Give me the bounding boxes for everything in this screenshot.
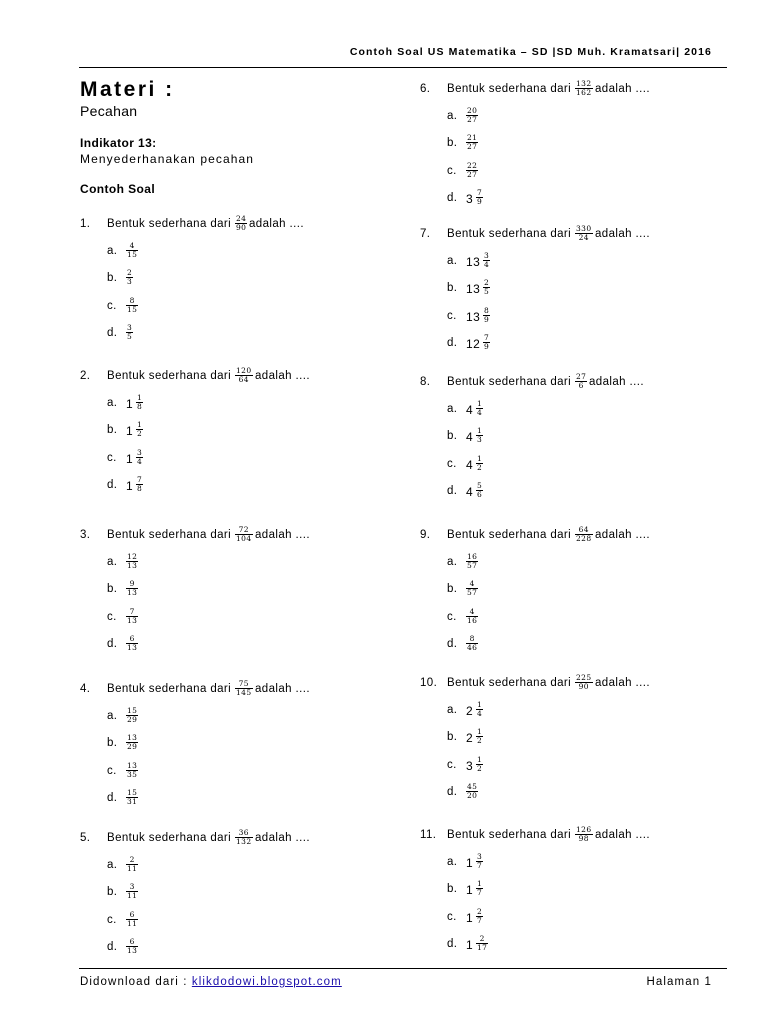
fraction-numerator: 72 <box>238 525 249 534</box>
fraction-denominator: 9 <box>484 342 490 351</box>
fraction-numerator: 45 <box>467 782 478 791</box>
question-tail: adalah .... <box>595 529 650 541</box>
fraction-numerator: 21 <box>467 133 478 142</box>
option-fraction <box>136 449 143 466</box>
fraction-numerator: 2 <box>127 268 133 277</box>
option-fraction <box>136 394 143 411</box>
option-letter: d. <box>447 337 458 349</box>
fraction-numerator: 3 <box>477 852 483 861</box>
fraction-numerator: 2 <box>484 278 490 287</box>
option-fraction <box>466 553 478 570</box>
footer-link[interactable]: klikdodowi.blogspot.com <box>191 976 342 988</box>
option-letter: b. <box>447 731 458 743</box>
question-text: Bentuk sederhana dari <box>447 529 572 541</box>
question-text: Bentuk sederhana dari <box>107 683 232 695</box>
question-number: 9. <box>420 529 431 541</box>
fraction-denominator: 16 <box>467 616 478 625</box>
option-letter: c. <box>107 452 117 464</box>
option-whole-number: 1 <box>466 883 474 897</box>
fraction-numerator: 7 <box>129 607 135 616</box>
fraction-numerator: 1 <box>477 700 483 709</box>
question-text: Bentuk sederhana dari <box>107 832 232 844</box>
fraction-denominator: 20 <box>467 791 478 800</box>
question-tail: adalah .... <box>249 218 304 230</box>
fraction-denominator: 90 <box>578 682 589 691</box>
option-whole-number: 12 <box>466 337 481 351</box>
fraction-numerator: 22 <box>467 161 478 170</box>
option-letter: b. <box>107 583 118 595</box>
option-whole-number: 13 <box>466 282 481 296</box>
fraction-denominator: 5 <box>484 287 490 296</box>
option-whole-number: 1 <box>466 911 474 925</box>
fraction-denominator: 132 <box>236 837 252 846</box>
fraction-denominator: 24 <box>578 233 589 242</box>
option-fraction <box>483 252 490 269</box>
footer-prefix: Didownload dari : <box>80 976 188 988</box>
question-text: Bentuk sederhana dari <box>107 370 232 382</box>
option-letter: c. <box>447 759 457 771</box>
materi-subtitle: Pecahan <box>80 103 138 119</box>
fraction-denominator: 2 <box>477 736 483 745</box>
fraction-numerator: 1 <box>477 454 483 463</box>
option-letter: b. <box>447 883 458 895</box>
fraction-denominator: 228 <box>576 534 592 543</box>
fraction-denominator: 13 <box>127 643 138 652</box>
fraction-denominator: 15 <box>127 250 138 259</box>
question-text: Bentuk sederhana dari <box>447 829 572 841</box>
question-fraction <box>235 829 253 846</box>
question-text: Bentuk sederhana dari <box>447 83 572 95</box>
option-fraction <box>466 134 478 151</box>
fraction-denominator: 13 <box>127 616 138 625</box>
question-fraction <box>575 674 593 691</box>
option-letter: c. <box>447 458 457 470</box>
option-fraction <box>136 476 143 493</box>
fraction-numerator: 3 <box>484 251 490 260</box>
fraction-denominator: 4 <box>484 260 490 269</box>
fraction-denominator: 145 <box>236 688 252 697</box>
fraction-denominator: 57 <box>467 561 478 570</box>
option-whole-number: 4 <box>466 430 474 444</box>
question-tail: adalah .... <box>595 829 650 841</box>
fraction-denominator: 13 <box>127 946 138 955</box>
question-number: 11. <box>420 829 437 841</box>
question-fraction <box>575 225 593 242</box>
option-letter: a. <box>447 856 458 868</box>
fraction-denominator: 11 <box>127 864 138 873</box>
question-number: 10. <box>420 677 438 689</box>
option-fraction <box>483 307 490 324</box>
fraction-numerator: 1 <box>477 426 483 435</box>
fraction-numerator: 2 <box>129 855 135 864</box>
option-letter: b. <box>447 282 458 294</box>
fraction-numerator: 75 <box>238 679 249 688</box>
option-whole-number: 1 <box>126 397 134 411</box>
question-fraction <box>575 826 593 843</box>
fraction-denominator: 104 <box>236 534 252 543</box>
footer-divider <box>79 968 727 969</box>
option-letter: b. <box>107 737 118 749</box>
question-number: 7. <box>420 228 431 240</box>
option-fraction <box>126 762 138 779</box>
fraction-numerator: 4 <box>469 579 475 588</box>
question-tail: adalah .... <box>255 529 310 541</box>
option-letter: d. <box>107 327 118 339</box>
fraction-denominator: 11 <box>127 919 138 928</box>
indikator-title: Indikator 13: <box>80 136 157 150</box>
option-fraction <box>476 400 483 417</box>
fraction-denominator: 3 <box>127 277 133 286</box>
fraction-denominator: 57 <box>467 588 478 597</box>
question-text: Bentuk sederhana dari <box>447 677 572 689</box>
option-letter: c. <box>107 300 117 312</box>
option-letter: a. <box>447 110 458 122</box>
fraction-numerator: 5 <box>477 481 483 490</box>
option-whole-number: 13 <box>466 310 481 324</box>
fraction-numerator: 132 <box>576 79 592 88</box>
option-whole-number: 4 <box>466 485 474 499</box>
option-fraction <box>126 608 138 625</box>
question-fraction <box>235 526 253 543</box>
fraction-denominator: 6 <box>477 490 483 499</box>
fraction-numerator: 330 <box>576 224 592 233</box>
fraction-numerator: 16 <box>467 552 478 561</box>
question-number: 1. <box>80 218 91 230</box>
option-letter: b. <box>107 424 118 436</box>
fraction-numerator: 1 <box>477 755 483 764</box>
option-fraction <box>126 580 138 597</box>
question-tail: adalah .... <box>595 83 650 95</box>
question-text: Bentuk sederhana dari <box>447 376 572 388</box>
option-whole-number: 1 <box>126 452 134 466</box>
option-whole-number: 1 <box>126 424 134 438</box>
question-text: Bentuk sederhana dari <box>107 529 232 541</box>
option-fraction <box>126 911 138 928</box>
fraction-denominator: 9 <box>484 315 490 324</box>
option-fraction <box>476 189 483 206</box>
fraction-numerator: 4 <box>469 607 475 616</box>
fraction-denominator: 90 <box>236 223 247 232</box>
fraction-denominator: 162 <box>576 88 592 97</box>
option-letter: d. <box>447 938 458 950</box>
option-letter: b. <box>107 272 118 284</box>
fraction-denominator: 13 <box>127 588 138 597</box>
option-fraction <box>126 938 138 955</box>
page-number: Halaman 1 <box>646 976 712 988</box>
option-fraction <box>476 427 483 444</box>
option-fraction <box>483 334 490 351</box>
option-whole-number: 4 <box>466 458 474 472</box>
option-fraction <box>136 421 143 438</box>
fraction-numerator: 1 <box>477 879 483 888</box>
fraction-denominator: 2 <box>137 429 143 438</box>
question-number: 6. <box>420 83 431 95</box>
fraction-numerator: 3 <box>127 323 133 332</box>
option-fraction <box>126 856 138 873</box>
option-fraction <box>476 908 483 925</box>
option-letter: a. <box>107 556 118 568</box>
fraction-numerator: 20 <box>467 106 478 115</box>
fraction-numerator: 4 <box>129 241 135 250</box>
question-number: 4. <box>80 683 91 695</box>
option-letter: c. <box>447 165 457 177</box>
option-fraction <box>476 455 483 472</box>
option-letter: d. <box>447 192 458 204</box>
fraction-numerator: 225 <box>576 673 592 682</box>
fraction-denominator: 2 <box>477 463 483 472</box>
fraction-denominator: 6 <box>578 381 584 390</box>
option-fraction <box>476 701 483 718</box>
option-fraction <box>126 734 138 751</box>
fraction-denominator: 2 <box>477 764 483 773</box>
option-whole-number: 3 <box>466 759 474 773</box>
option-fraction <box>126 242 138 259</box>
fraction-numerator: 1 <box>137 393 143 402</box>
option-letter: d. <box>107 638 118 650</box>
fraction-numerator: 7 <box>477 188 483 197</box>
option-whole-number: 13 <box>466 255 481 269</box>
option-fraction <box>466 608 478 625</box>
option-letter: d. <box>447 485 458 497</box>
fraction-numerator: 15 <box>127 706 138 715</box>
question-fraction <box>235 367 253 384</box>
footer-source <box>80 976 342 988</box>
fraction-denominator: 4 <box>137 457 143 466</box>
fraction-numerator: 12 <box>127 552 138 561</box>
fraction-numerator: 8 <box>469 634 475 643</box>
fraction-numerator: 24 <box>236 214 247 223</box>
fraction-numerator: 120 <box>236 366 252 375</box>
option-letter: a. <box>447 403 458 415</box>
option-fraction <box>126 635 138 652</box>
question-number: 5. <box>80 832 91 844</box>
fraction-denominator: 7 <box>477 888 483 897</box>
option-letter: d. <box>107 792 118 804</box>
fraction-denominator: 35 <box>127 770 138 779</box>
fraction-denominator: 29 <box>127 742 138 751</box>
option-letter: a. <box>447 255 458 267</box>
fraction-numerator: 27 <box>576 372 587 381</box>
question-tail: adalah .... <box>595 228 650 240</box>
option-letter: d. <box>447 786 458 798</box>
option-fraction <box>466 162 478 179</box>
fraction-denominator: 15 <box>127 305 138 314</box>
fraction-denominator: 7 <box>477 861 483 870</box>
option-whole-number: 2 <box>466 704 474 718</box>
option-whole-number: 4 <box>466 403 474 417</box>
fraction-denominator: 27 <box>467 170 478 179</box>
option-fraction <box>126 883 138 900</box>
option-fraction <box>126 269 133 286</box>
option-letter: d. <box>107 941 118 953</box>
fraction-numerator: 2 <box>477 907 483 916</box>
option-fraction <box>476 482 483 499</box>
fraction-numerator: 1 <box>477 727 483 736</box>
option-letter: d. <box>447 638 458 650</box>
option-letter: c. <box>107 611 117 623</box>
fraction-denominator: 98 <box>578 834 589 843</box>
question-tail: adalah .... <box>589 376 644 388</box>
option-letter: a. <box>107 245 118 257</box>
fraction-numerator: 3 <box>129 882 135 891</box>
option-fraction <box>466 783 478 800</box>
option-letter: b. <box>447 137 458 149</box>
option-fraction <box>126 789 138 806</box>
option-letter: a. <box>107 859 118 871</box>
fraction-denominator: 13 <box>127 561 138 570</box>
materi-title: Materi : <box>80 78 175 101</box>
indikator-text: Menyederhanakan pecahan <box>80 152 255 166</box>
question-tail: adalah .... <box>255 370 310 382</box>
option-letter: b. <box>447 583 458 595</box>
question-fraction <box>575 80 593 97</box>
page-header: Contoh Soal US Matematika – SD |SD Muh. Kramatsari| 2016 <box>349 46 712 58</box>
question-fraction <box>575 373 587 390</box>
option-whole-number: 3 <box>466 192 474 206</box>
fraction-denominator: 11 <box>127 891 138 900</box>
fraction-numerator: 15 <box>127 788 138 797</box>
option-letter: b. <box>107 886 118 898</box>
fraction-numerator: 7 <box>484 333 490 342</box>
option-fraction <box>476 853 483 870</box>
option-fraction <box>466 635 478 652</box>
question-number: 8. <box>420 376 431 388</box>
fraction-numerator: 126 <box>576 825 592 834</box>
fraction-denominator: 31 <box>127 797 138 806</box>
fraction-numerator: 64 <box>578 525 589 534</box>
option-fraction <box>476 935 488 952</box>
fraction-numerator: 6 <box>129 634 135 643</box>
fraction-denominator: 8 <box>137 402 143 411</box>
option-fraction <box>126 707 138 724</box>
fraction-numerator: 6 <box>129 910 135 919</box>
fraction-numerator: 3 <box>137 448 143 457</box>
option-fraction <box>476 880 483 897</box>
question-number: 2. <box>80 370 91 382</box>
question-text: Bentuk sederhana dari <box>107 218 232 230</box>
option-letter: a. <box>447 556 458 568</box>
option-whole-number: 2 <box>466 731 474 745</box>
question-tail: adalah .... <box>595 677 650 689</box>
fraction-denominator: 27 <box>467 115 478 124</box>
option-letter: c. <box>107 765 117 777</box>
fraction-numerator: 36 <box>238 828 249 837</box>
fraction-denominator: 9 <box>477 197 483 206</box>
option-fraction <box>126 324 133 341</box>
fraction-numerator: 9 <box>129 579 135 588</box>
option-fraction <box>126 553 138 570</box>
fraction-numerator: 1 <box>477 399 483 408</box>
fraction-denominator: 27 <box>467 142 478 151</box>
header-divider <box>79 67 727 68</box>
fraction-numerator: 6 <box>129 937 135 946</box>
question-text: Bentuk sederhana dari <box>447 228 572 240</box>
fraction-denominator: 17 <box>477 943 488 952</box>
contoh-soal-title: Contoh Soal <box>80 182 156 196</box>
option-letter: a. <box>447 704 458 716</box>
fraction-numerator: 13 <box>127 761 138 770</box>
fraction-denominator: 5 <box>127 332 133 341</box>
option-letter: c. <box>107 914 117 926</box>
option-fraction <box>466 107 478 124</box>
fraction-numerator: 7 <box>137 475 143 484</box>
option-letter: b. <box>447 430 458 442</box>
option-fraction <box>476 728 483 745</box>
fraction-numerator: 13 <box>127 733 138 742</box>
fraction-denominator: 29 <box>127 715 138 724</box>
option-fraction <box>476 756 483 773</box>
option-whole-number: 1 <box>126 479 134 493</box>
option-fraction <box>483 279 490 296</box>
question-fraction <box>575 526 593 543</box>
fraction-denominator: 7 <box>477 916 483 925</box>
question-number: 3. <box>80 529 91 541</box>
fraction-denominator: 8 <box>137 484 143 493</box>
option-letter: d. <box>107 479 118 491</box>
fraction-denominator: 3 <box>477 435 483 444</box>
fraction-denominator: 64 <box>238 375 249 384</box>
question-tail: adalah .... <box>255 832 310 844</box>
option-fraction <box>126 297 138 314</box>
option-whole-number: 1 <box>466 856 474 870</box>
option-letter: c. <box>447 611 457 623</box>
question-tail: adalah .... <box>255 683 310 695</box>
option-letter: a. <box>107 397 118 409</box>
fraction-numerator: 8 <box>129 296 135 305</box>
fraction-denominator: 46 <box>467 643 478 652</box>
fraction-denominator: 4 <box>477 709 483 718</box>
question-fraction <box>235 680 253 697</box>
option-letter: a. <box>107 710 118 722</box>
fraction-denominator: 4 <box>477 408 483 417</box>
option-fraction <box>466 580 478 597</box>
fraction-numerator: 8 <box>484 306 490 315</box>
fraction-numerator: 2 <box>479 934 485 943</box>
option-letter: c. <box>447 911 457 923</box>
option-letter: c. <box>447 310 457 322</box>
option-whole-number: 1 <box>466 938 474 952</box>
question-fraction <box>235 215 247 232</box>
fraction-numerator: 1 <box>137 420 143 429</box>
